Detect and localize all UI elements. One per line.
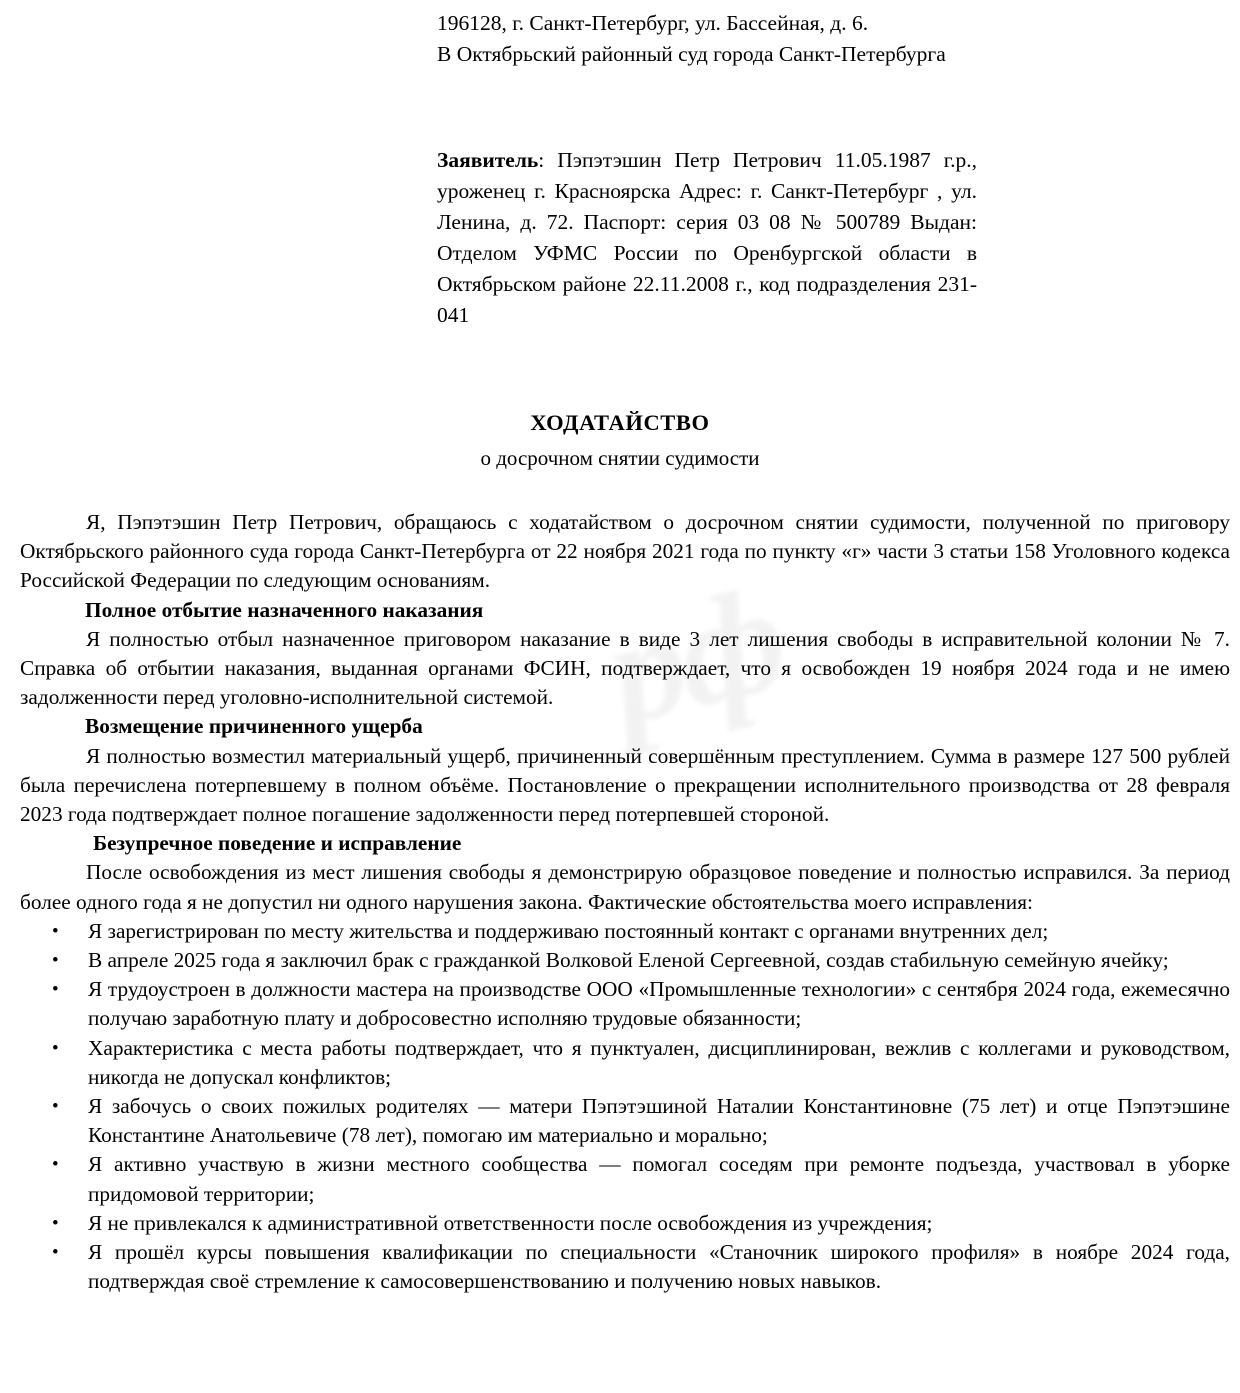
- list-item: • Я трудоустроен в должности мастера на производстве ООО «Промышленные технологии» с сентября 2024 года, ежемесячно получаю заработную плату и добросовестно исполняю трудовые обязанности;: [20, 975, 1230, 1033]
- section-heading-2: Возмещение причиненного ущерба: [85, 714, 423, 739]
- applicant-block: [437, 145, 977, 331]
- list-item: • Я забочусь о своих пожилых родителях — матери Пэпэтэшиной Наталии Константиновне (75 лет) и отце Пэпэтэшине Константине Анатольевиче (78 лет), помогаю им материально и морально;: [20, 1092, 1230, 1150]
- section-heading-3: Безупречное поведение и исправление: [93, 831, 462, 856]
- sender-address-line: 196128, г. Санкт-Петербург, ул. Бассейная, д. 6.: [437, 11, 869, 35]
- applicant-label: Заявитель: [437, 148, 539, 172]
- intro-paragraph: Я, Пэпэтэшин Петр Петрович, обращаюсь с ходатайством о досрочном снятии судимости, полученной по приговору Октябрьского районного суда города Санкт-Петербурга от 22 ноября 2021 года по пункту «г» части 3 статьи 158 Уголовного кодекса Российской Федерации по следующим основаниям.: [20, 510, 1230, 593]
- applicant-label-separator: :: [538, 148, 545, 172]
- fact-list: [20, 917, 1230, 1297]
- court-address-line: В Октябрьский районный суд города Санкт-Петербурга: [437, 42, 946, 66]
- list-item: • Я не привлекался к административной ответственности после освобождения из учреждения;: [20, 1209, 1230, 1238]
- section-paragraph-1: Я полностью отбыл назначенное приговором наказание в виде 3 лет лишения свободы в исправительной колонии № 7. Справка об отбытии наказания, выданная органами ФСИН, подтверждает, что я освобожден 19 ноября 2024 года и не имею задолженности перед уголовно-исполнительной системой.: [20, 626, 1230, 710]
- list-item: • В апреле 2025 года я заключил брак с гражданкой Волковой Еленой Сергеевной, создав стабильную семейную ячейку;: [20, 946, 1230, 975]
- watermark: рф: [591, 554, 797, 758]
- applicant-details: Пэпэтэшин Петр Петрович 11.05.1987 г.р., уроженец г. Красноярска Адрес: г. Санкт-Петербург , ул. Ленина, д. 72. Паспорт: серия 03 08 № 500789 Выдан: Отделом УФМС России по Оренбургской области в Октябрьском районе 22.11.2008 г., код подразделения 231-041: [437, 148, 977, 327]
- section-heading-1: Полное отбытие назначенного наказания: [85, 597, 484, 622]
- addressee-header: [437, 8, 977, 70]
- section-paragraph-2: Я полностью возместил материальный ущерб, причиненный совершённым преступлением. Сумма в размере 127 500 рублей была перечислена потерпевшему в полном объёме. Постановление о прекращении исполнительного производства от 28 февраля 2023 года подтверждает полное погашение задолженности перед потерпевшей стороной.: [20, 743, 1230, 827]
- document-subtitle: о досрочном снятии судимости: [480, 446, 760, 470]
- document-title-block: [0, 408, 1240, 473]
- document-body: [20, 508, 1230, 1296]
- list-item: • Я активно участвую в жизни местного сообщества — помогал соседям при ремонте подъезда, участвовал в уборке придомовой территории;: [20, 1150, 1230, 1208]
- list-item: • Я зарегистрирован по месту жительства и поддерживаю постоянный контакт с органами внутренних дел;: [20, 917, 1230, 946]
- page-title: ХОДАТАЙСТВО: [530, 410, 710, 435]
- list-item: • Характеристика с места работы подтверждает, что я пунктуален, дисциплинирован, вежлив с коллегами и руководством, никогда не допускал конфликтов;: [20, 1034, 1230, 1092]
- list-item: • Я прошёл курсы повышения квалификации по специальности «Станочник широкого профиля» в ноябре 2024 года, подтверждая своё стремление к самосовершенствованию и получению новых навыков.: [20, 1238, 1230, 1296]
- section-paragraph-3: После освобождения из мест лишения свободы я демонстрирую образцовое поведение и полностью исправился. За период более одного года я не допустил ни одного нарушения закона. Фактические обстоятельства моего исправления:: [20, 860, 1230, 914]
